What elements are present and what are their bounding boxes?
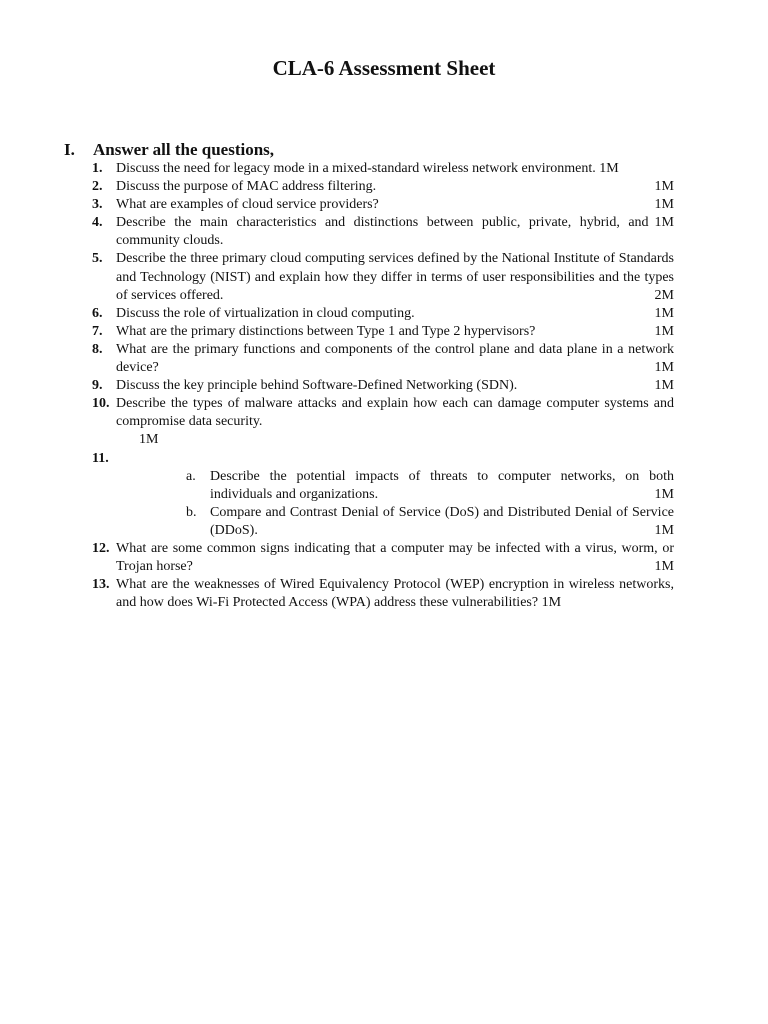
question-marks: 1M [599, 161, 619, 176]
question-6 [92, 305, 674, 323]
question-marks: 1M [541, 595, 562, 611]
question-number: 3. [92, 197, 103, 213]
question-10 [92, 395, 674, 449]
question-number: 8. [92, 341, 103, 357]
question-text: Discuss the role of virtualization in cloud computing. [116, 305, 415, 321]
question-2 [92, 178, 674, 196]
question-text: Describe the types of malware attacks and explain how each can damage computer systems and compromise data security. [116, 396, 674, 430]
question-text: Discuss the purpose of MAC address filtering. [116, 179, 377, 195]
subpart-marks: 1M [654, 522, 674, 538]
question-number: 6. [92, 305, 103, 321]
question-text: What are the weaknesses of Wired Equivalency Protocol (WEP) encryption in wireless networks, and how does Wi-Fi Protected Access (WPA) address these vulnerabilities? [116, 577, 674, 611]
question-number: 10. [92, 396, 110, 412]
question-number: 12. [92, 540, 110, 556]
question-marks: 1M [139, 432, 159, 448]
question-text: What are the primary functions and components of the control plane and data plane in a network device? [116, 341, 674, 376]
question-9 [92, 377, 674, 395]
question-number: 1. [92, 161, 103, 176]
question-marks: 1M [654, 179, 674, 195]
question-number: 7. [92, 323, 103, 339]
question-marks: 1M [654, 305, 674, 321]
question-text: Describe the main characteristics and distinctions between public, private, hybrid, and community clouds. [116, 215, 649, 249]
section-number: I. [64, 140, 75, 159]
question-5 [92, 250, 674, 304]
question-text: What are some common signs indicating that a computer may be infected with a virus, worm, or Trojan horse? [116, 540, 674, 575]
question-number: 5. [92, 251, 103, 267]
subpart-letter: a. [186, 468, 196, 484]
question-marks: 1M [654, 559, 674, 575]
question-8 [92, 341, 674, 377]
question-text: What are the primary distinctions between Type 1 and Type 2 hypervisors? [116, 323, 536, 339]
question-marks: 1M [654, 360, 674, 376]
question-1 [92, 160, 674, 178]
question-4 [92, 214, 674, 250]
question-number: 13. [92, 577, 110, 593]
subpart-text: Describe the potential impacts of threats to computer networks, on both individuals and organizations. [210, 468, 674, 502]
page-title: CLA-6 Assessment Sheet [272, 56, 496, 80]
question-text: Discuss the need for legacy mode in a mixed-standard wireless network environment. [116, 161, 596, 176]
question-marks: 1M [654, 323, 674, 339]
question-number: 9. [92, 378, 103, 394]
question-7 [92, 323, 674, 341]
question-text: Describe the three primary cloud computing services defined by the National Institute of Standards and Technology (NIST) and explain how they differ in terms of user responsibilities and the types of services offered. [116, 251, 674, 303]
question-3 [92, 196, 674, 214]
question-number: 4. [92, 215, 103, 231]
subpart-letter: b. [186, 504, 197, 520]
question-11-part-b [186, 504, 674, 540]
question-marks: 2M [654, 287, 674, 303]
question-text: Discuss the key principle behind Software-Defined Networking (SDN). [116, 378, 518, 394]
question-11 [92, 450, 674, 540]
question-marks: 1M [654, 197, 674, 213]
subpart-marks: 1M [654, 486, 674, 502]
question-list [92, 160, 674, 612]
question-marks: 1M [654, 215, 674, 231]
question-12 [92, 540, 674, 576]
question-number: 2. [92, 179, 103, 195]
question-marks: 1M [654, 378, 674, 394]
subpart-text: Compare and Contrast Denial of Service (DoS) and Distributed Denial of Service (DDoS). [210, 504, 674, 538]
question-number: 11. [92, 450, 109, 466]
question-11-part-a [186, 468, 674, 504]
question-13 [92, 576, 674, 612]
section-instruction: Answer all the questions, [93, 140, 275, 159]
question-text: What are examples of cloud service providers? [116, 197, 379, 213]
